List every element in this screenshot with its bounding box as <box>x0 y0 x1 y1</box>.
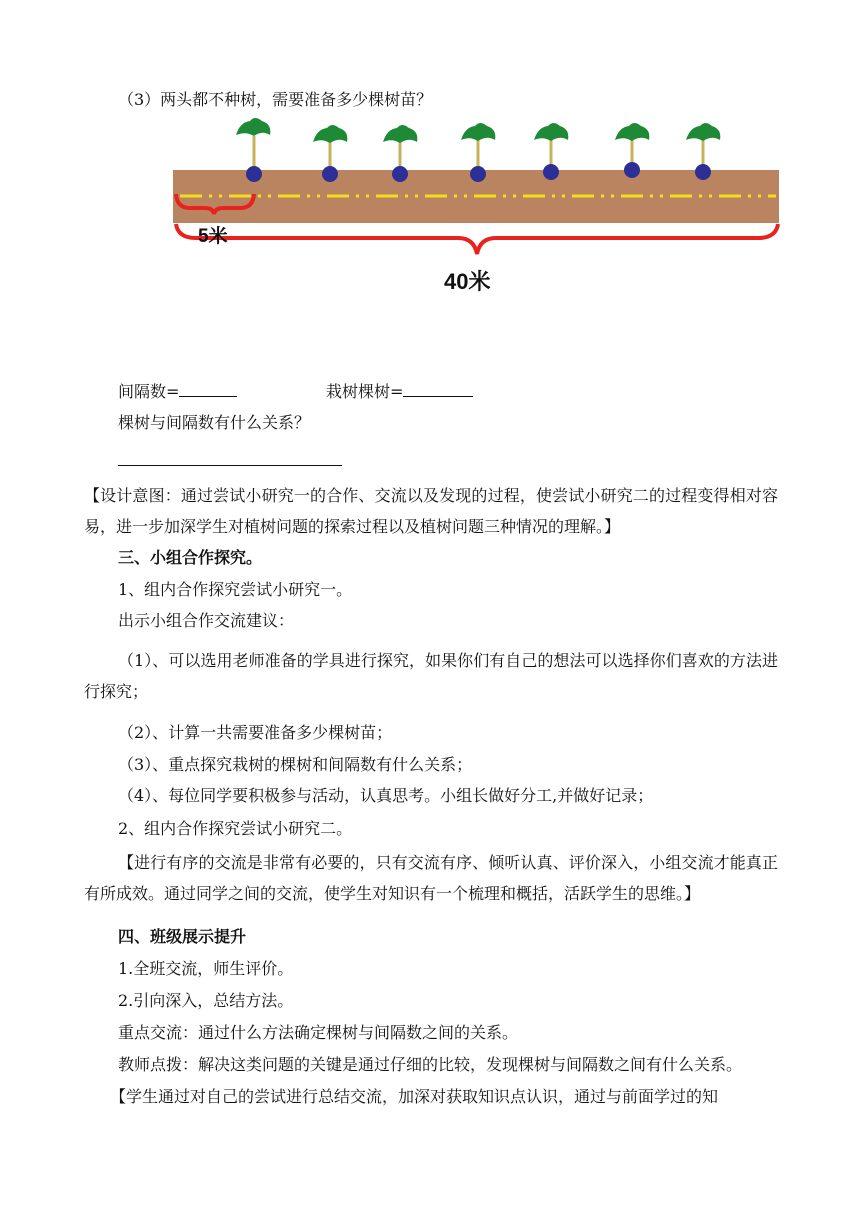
section-heading: 三、小组合作探究。 <box>118 548 263 567</box>
suggestion-item: （3）、重点探究栽树的棵树和间隔数有什么关系； <box>118 755 473 774</box>
planting-count-field <box>326 382 473 402</box>
suggestion-item: （1）、可以选用老师准备的学具进行探究，如果你们有自己的想法可以选择你们喜欢的方法进行探究； <box>84 651 778 701</box>
relation-answer-blank[interactable] <box>118 465 342 466</box>
list-item: 2.引向深入，总结方法。 <box>118 991 294 1010</box>
teacher-tip-text: 教师点拨：解决这类问题的关键是通过仔细的比较，发现棵树与间隔数之间有什么关系。 <box>118 1055 743 1074</box>
short-span-label: 5米 <box>198 226 228 247</box>
suggestion-heading: 出示小组合作交流建议： <box>118 611 295 630</box>
section-heading: 四、班级展示提升 <box>118 927 247 946</box>
relation-question: 棵树与间隔数有什么关系？ <box>118 413 311 432</box>
key-exchange-text: 重点交流：通过什么方法确定棵树与间隔数之间的关系。 <box>118 1023 519 1042</box>
design-intent-paragraph: 【进行有序的交流是非常有必要的，只有交流有序、倾听认真、评价深入，小组交流才能真正有所成效。通过同学之间的交流，使学生对知识有一个梳理和概括，活跃学生的思维。】 <box>84 853 778 903</box>
total-span-brace <box>176 224 778 254</box>
interval-count-label: 间隔数= <box>118 382 180 401</box>
planting-count-blank[interactable] <box>403 382 473 397</box>
total-span-label: 40米 <box>444 269 491 294</box>
interval-count-field <box>118 382 237 402</box>
tree-icon <box>615 123 649 178</box>
design-intent-paragraph: 【设计意图：通过尝试小研究一的合作、交流以及发现的过程，使尝试小研究二的过程变得相对容易，进一步加深学生对植树问题的探索过程以及植树问题三种情况的理解。】 <box>84 486 778 536</box>
tree-planting-diagram <box>0 0 860 300</box>
design-intent-paragraph: 【学生通过对自己的尝试进行总结交流，加深对获取知识点认识，通过与前面学过的知 <box>110 1087 719 1106</box>
suggestion-item: （4）、每位同学要积极参与活动，认真思考。小组长做好分工,并做好记录； <box>118 786 654 805</box>
list-item: 2、组内合作探究尝试小研究二。 <box>118 819 353 838</box>
planting-count-label: 栽树棵树= <box>326 382 404 401</box>
suggestion-item: （2）、计算一共需要准备多少棵树苗； <box>118 723 393 742</box>
interval-count-blank[interactable] <box>179 382 237 397</box>
question-text: （3）两头都不种树，需要准备多少棵树苗？ <box>118 90 433 109</box>
list-item: 1.全班交流，师生评价。 <box>118 959 294 978</box>
list-item: 1、组内合作探究尝试小研究一。 <box>118 580 353 599</box>
